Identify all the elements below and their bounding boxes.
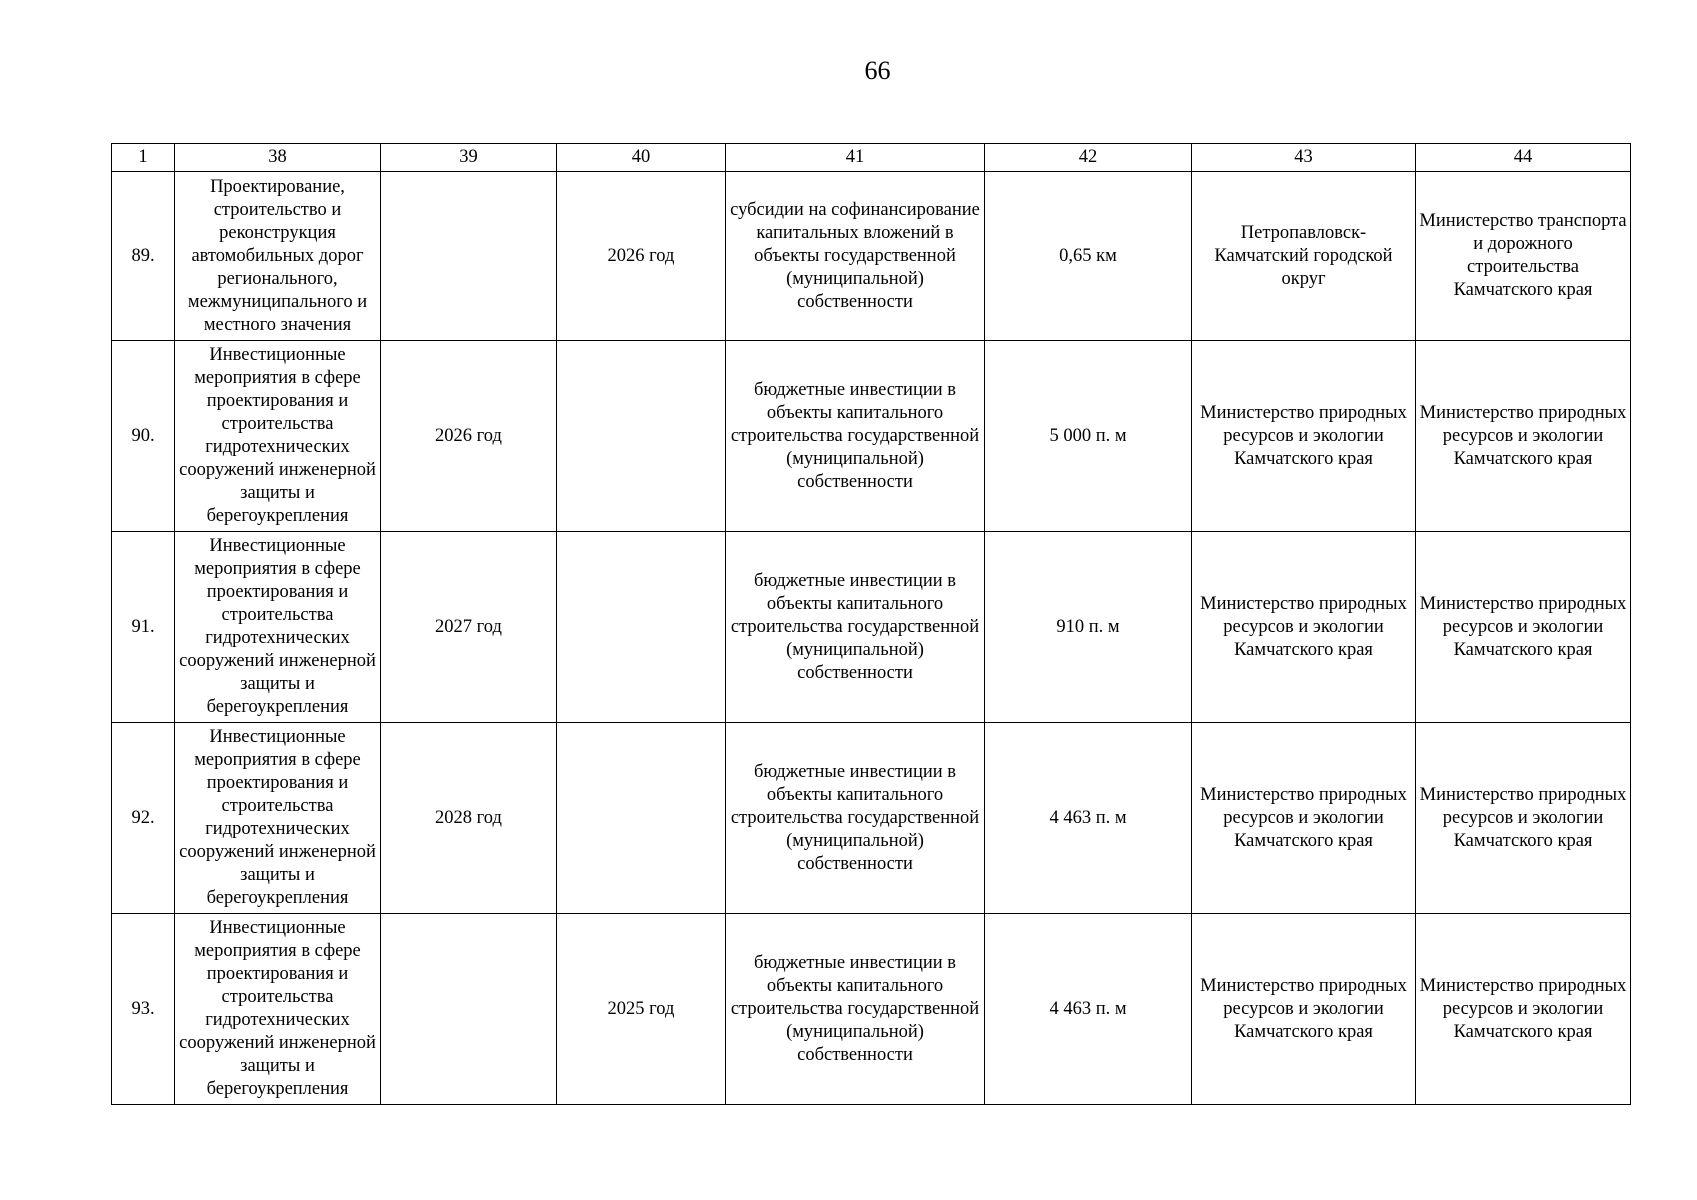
cell-col42: 4 463 п. м bbox=[985, 914, 1192, 1105]
row-number: 92. bbox=[112, 723, 175, 914]
cell-col39: 2028 год bbox=[381, 723, 557, 914]
cell-col44: Министерство природных ресурсов и экологии Камчатского края bbox=[1416, 532, 1631, 723]
row-number: 91. bbox=[112, 532, 175, 723]
cell-col39: 2026 год bbox=[381, 341, 557, 532]
cell-col44: Министерство природных ресурсов и экологии Камчатского края bbox=[1416, 341, 1631, 532]
cell-col43: Министерство природных ресурсов и экологии Камчатского края bbox=[1192, 723, 1416, 914]
row-number: 89. bbox=[112, 172, 175, 341]
cell-col40 bbox=[557, 532, 726, 723]
table-row bbox=[112, 914, 1631, 1105]
measure-name: Инвестиционные мероприятия в сфере проектирования и строительства гидротехнических сооружений инженерной защиты и берегоукрепления bbox=[175, 532, 381, 723]
data-table bbox=[111, 143, 1631, 1105]
column-header: 39 bbox=[381, 144, 557, 172]
table-row bbox=[112, 341, 1631, 532]
measure-name: Проектирование, строительство и реконструкция автомобильных дорог регионального, межмуниципального и местного значения bbox=[175, 172, 381, 341]
cell-col43: Министерство природных ресурсов и экологии Камчатского края bbox=[1192, 914, 1416, 1105]
cell-col41: субсидии на софинансирование капитальных вложений в объекты государственной (муниципальной) собственности bbox=[726, 172, 985, 341]
cell-col41: бюджетные инвестиции в объекты капитального строительства государственной (муниципальной) собственности bbox=[726, 723, 985, 914]
cell-col44: Министерство транспорта и дорожного строительства Камчатского края bbox=[1416, 172, 1631, 341]
cell-col39: 2027 год bbox=[381, 532, 557, 723]
column-header: 40 bbox=[557, 144, 726, 172]
cell-col40: 2025 год bbox=[557, 914, 726, 1105]
cell-col43: Петропавловск-Камчатский городской округ bbox=[1192, 172, 1416, 341]
cell-col39 bbox=[381, 914, 557, 1105]
column-header: 44 bbox=[1416, 144, 1631, 172]
row-number: 90. bbox=[112, 341, 175, 532]
cell-col41: бюджетные инвестиции в объекты капитального строительства государственной (муниципальной) собственности bbox=[726, 341, 985, 532]
cell-col42: 0,65 км bbox=[985, 172, 1192, 341]
column-header: 43 bbox=[1192, 144, 1416, 172]
column-header: 1 bbox=[112, 144, 175, 172]
row-number: 93. bbox=[112, 914, 175, 1105]
cell-col39 bbox=[381, 172, 557, 341]
cell-col40: 2026 год bbox=[557, 172, 726, 341]
cell-col40 bbox=[557, 341, 726, 532]
column-header: 42 bbox=[985, 144, 1192, 172]
cell-col44: Министерство природных ресурсов и экологии Камчатского края bbox=[1416, 914, 1631, 1105]
cell-col42: 5 000 п. м bbox=[985, 341, 1192, 532]
cell-col40 bbox=[557, 723, 726, 914]
cell-col42: 910 п. м bbox=[985, 532, 1192, 723]
table-row bbox=[112, 723, 1631, 914]
header-row bbox=[112, 144, 1631, 172]
cell-col43: Министерство природных ресурсов и экологии Камчатского края bbox=[1192, 532, 1416, 723]
table-row bbox=[112, 532, 1631, 723]
measure-name: Инвестиционные мероприятия в сфере проектирования и строительства гидротехнических сооружений инженерной защиты и берегоукрепления bbox=[175, 914, 381, 1105]
column-header: 38 bbox=[175, 144, 381, 172]
measure-name: Инвестиционные мероприятия в сфере проектирования и строительства гидротехнических сооружений инженерной защиты и берегоукрепления bbox=[175, 341, 381, 532]
cell-col42: 4 463 п. м bbox=[985, 723, 1192, 914]
cell-col41: бюджетные инвестиции в объекты капитального строительства государственной (муниципальной) собственности bbox=[726, 532, 985, 723]
table-row bbox=[112, 172, 1631, 341]
cell-col41: бюджетные инвестиции в объекты капитального строительства государственной (муниципальной) собственности bbox=[726, 914, 985, 1105]
cell-col44: Министерство природных ресурсов и экологии Камчатского края bbox=[1416, 723, 1631, 914]
column-header: 41 bbox=[726, 144, 985, 172]
measure-name: Инвестиционные мероприятия в сфере проектирования и строительства гидротехнических сооружений инженерной защиты и берегоукрепления bbox=[175, 723, 381, 914]
cell-col43: Министерство природных ресурсов и экологии Камчатского края bbox=[1192, 341, 1416, 532]
page-number: 66 bbox=[864, 56, 891, 85]
